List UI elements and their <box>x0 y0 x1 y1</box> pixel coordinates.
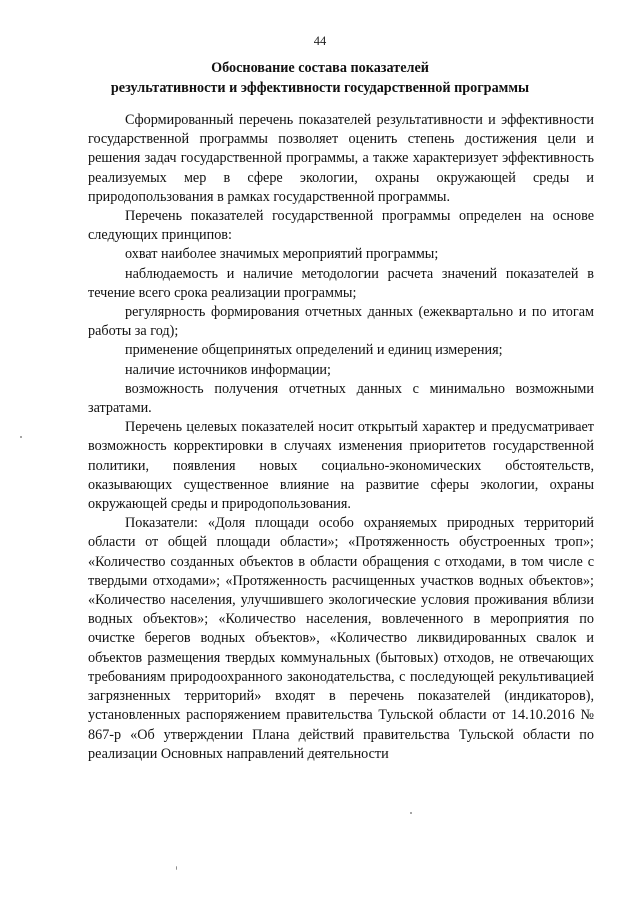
principle-item-observability: наблюдаемость и наличие методологии расчета значений показателей в течение всего срока реализации программы; <box>88 265 594 301</box>
principle-item-costs: возможность получения отчетных данных с минимально возможными затратами. <box>88 380 594 417</box>
section-title <box>60 58 580 98</box>
body-text <box>88 111 594 764</box>
principle-item-coverage: охват наиболее значимых мероприятий программы; <box>125 246 439 263</box>
section-title-line-2: результативности и эффективности государственной программы <box>110 80 530 96</box>
scan-speck <box>410 812 412 814</box>
principle-item-definitions: применение общепринятых определений и единиц измерения; <box>125 342 503 359</box>
page-number: 44 <box>313 34 327 48</box>
section-title-line-1: Обоснование состава показателей <box>211 60 429 76</box>
paragraph-principles-lead: Перечень показателей государственной программы определен на основе следующих принципов: <box>88 208 594 244</box>
scan-speck <box>176 866 177 870</box>
paragraph-open-list: Перечень целевых показателей носит открытый характер и предусматривает возможность корректировки в случаях изменения приоритетов государственной политики, появления новых социально-экономических обстоятельств, оказывающих существенное влияние на развитие сферы экологии, охраны окружающей среды и природопользования. <box>88 419 594 513</box>
paragraph-indicators: Показатели: «Доля площади особо охраняемых природных территорий области от общей площади области»; «Протяженность обустроенных троп»; «Количество созданных объектов в области обращения с отходами, в том числе с твердыми отходами»; «Протяженность расчищенных участков водных объектов»; «Количество населения, улучшившего экологические условия проживания вблизи водных объектов»; «Количество населения, вовлеченного в мероприятия по очистке берегов водных объектов», «Количество ликвидированных свалок и объектов размещения твердых коммунальных (бытовых) отходов, не отвечающих требованиям природоохранного законодательства, с последующей рекультивацией загрязненных территорий» входят в перечень показателей (индикаторов), установленных распоряжением правительства Тульской области от 14.10.2016 № 867-р «Об утверждении Плана действий правительства Тульской области по реализации Основных направлений деятельности <box>88 515 594 762</box>
principle-item-sources: наличие источников информации; <box>125 361 331 378</box>
paragraph-intro: Сформированный перечень показателей результативности и эффективности государственной программы позволяет оценить степень достижения цели и решения задач государственной программы, а также характеризует эффективность реализуемых мер в сфере экологии, охраны окружающей среды и природопользования в рамках государственной программы. <box>88 112 594 205</box>
principle-item-regularity: регулярность формирования отчетных данных (ежеквартально и по итогам работы за год); <box>88 304 594 340</box>
scan-speck <box>20 436 22 438</box>
